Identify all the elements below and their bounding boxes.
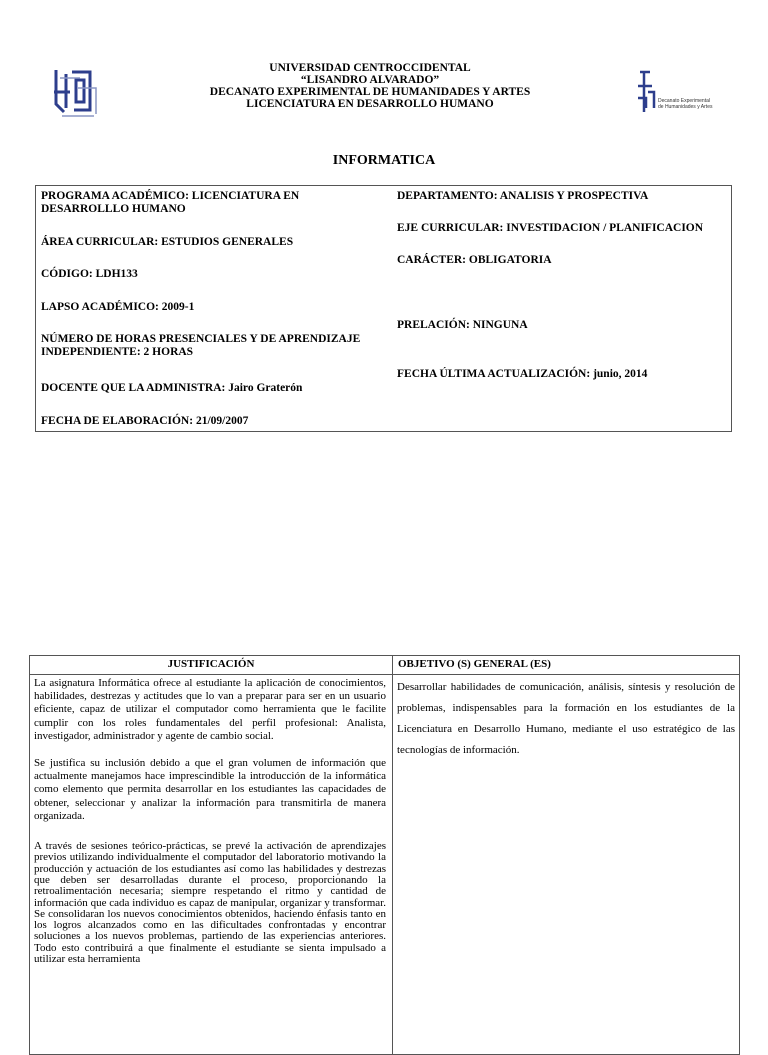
decanato-logo-text: Decanato Experimental de Humanidades y Artes [658, 98, 713, 110]
header-university: UNIVERSIDAD CENTROCCIDENTAL [269, 62, 471, 74]
justificacion-paragraph: Se justifica su inclusión debido a que el gran volumen de información que actualmente manejamos hace imprescindible la introducción de la informática como elemento que permita desarrollar en los estudiantes las capacidades de obtener, seleccionar y analizar la información para transmitirla de manera organizada. [34, 757, 386, 822]
university-logo [50, 64, 100, 120]
fecha-elaboracion: FECHA DE ELABORACIÓN: 21/09/2007 [41, 415, 249, 427]
departamento: DEPARTAMENTO: ANALISIS Y PROSPECTIVA [397, 190, 649, 202]
codigo: CÓDIGO: LDH133 [41, 268, 138, 280]
programa-academico: PROGRAMA ACADÉMICO: LICENCIATURA EN DESARROLLLO HUMANO [41, 190, 300, 215]
caracter: CARÁCTER: OBLIGATORIA [397, 254, 552, 266]
course-info-box [35, 185, 732, 432]
numero-horas: NÚMERO DE HORAS PRESENCIALES Y DE APRENDIZAJE INDEPENDIENTE: 2 HORAS [41, 333, 361, 358]
justificacion-paragraph: A través de sesiones teórico-prácticas, se prevé la activación de aprendizajes previos utilizando individualmente el computador del laboratorio motivando la producción y actuación de los estudiantes así como las habilidades y destrezas que deben ser desarrolladas durante el proceso, proporcionando la retroalimentación necesaria; siempre respetando el ritmo y cantidad de información que cada individuo es capaz de manipular, organizar y transformar. Se consolidaran los nuevos conocimientos obtenidos, haciendo énfasis tanto en los logros alcanzados como en las dificultades confrontadas y encontrar soluciones a los nuevos problemas, partiendo de las experiencias anteriores. Todo esto contribuirá a que finalmente el estudiante se sienta impulsado a utilizar esta herramienta [34, 840, 386, 965]
decanato-logo [636, 68, 728, 116]
lapso-academico: LAPSO ACADÉMICO: 2009-1 [41, 301, 195, 313]
docente: DOCENTE QUE LA ADMINISTRA: Jairo Graterón [41, 382, 303, 394]
header-licenciatura: LICENCIATURA EN DESARROLLO HUMANO [246, 98, 494, 110]
justificacion-objetivo-table [29, 655, 740, 1055]
justificacion-text [34, 677, 386, 979]
eje-curricular: EJE CURRICULAR: INVESTIDACION / PLANIFICACION [397, 222, 704, 234]
area-curricular: ÁREA CURRICULAR: ESTUDIOS GENERALES [41, 236, 294, 248]
header-lisandro: “LISANDRO ALVARADO” [300, 74, 440, 86]
column-divider [392, 656, 393, 1054]
objetivo-header: OBJETIVO (S) GENERAL (ES) [398, 658, 551, 670]
objetivo-text: Desarrollar habilidades de comunicación, análisis, síntesis y resolución de problemas, indispensables para la formación en los estudiantes de la Licenciatura en Desarrollo Humano, mediante el uso estratégico de las tecnologías de información. [397, 681, 735, 756]
justificacion-header: JUSTIFICACIÓN [167, 658, 255, 670]
justificacion-paragraph: La asignatura Informática ofrece al estudiante la aplicación de conocimientos, habilidades, destrezas y actitudes que lo van a preparar para ser en un usuario eficiente, capaz de utilizar el computador como herramienta que le facilite cumplir con los roles fundamentales del perfil profesional: Analista, investigador, administrador y agente de cambio social. [34, 677, 386, 742]
institution-header [170, 62, 570, 110]
page-title: INFORMATICA [332, 153, 436, 168]
header-divider [30, 674, 739, 675]
fecha-actualizacion: FECHA ÚLTIMA ACTUALIZACIÓN: junio, 2014 [397, 368, 648, 380]
prelacion: PRELACIÓN: NINGUNA [397, 319, 528, 331]
header-decanato: DECANATO EXPERIMENTAL DE HUMANIDADES Y ARTES [209, 86, 531, 98]
